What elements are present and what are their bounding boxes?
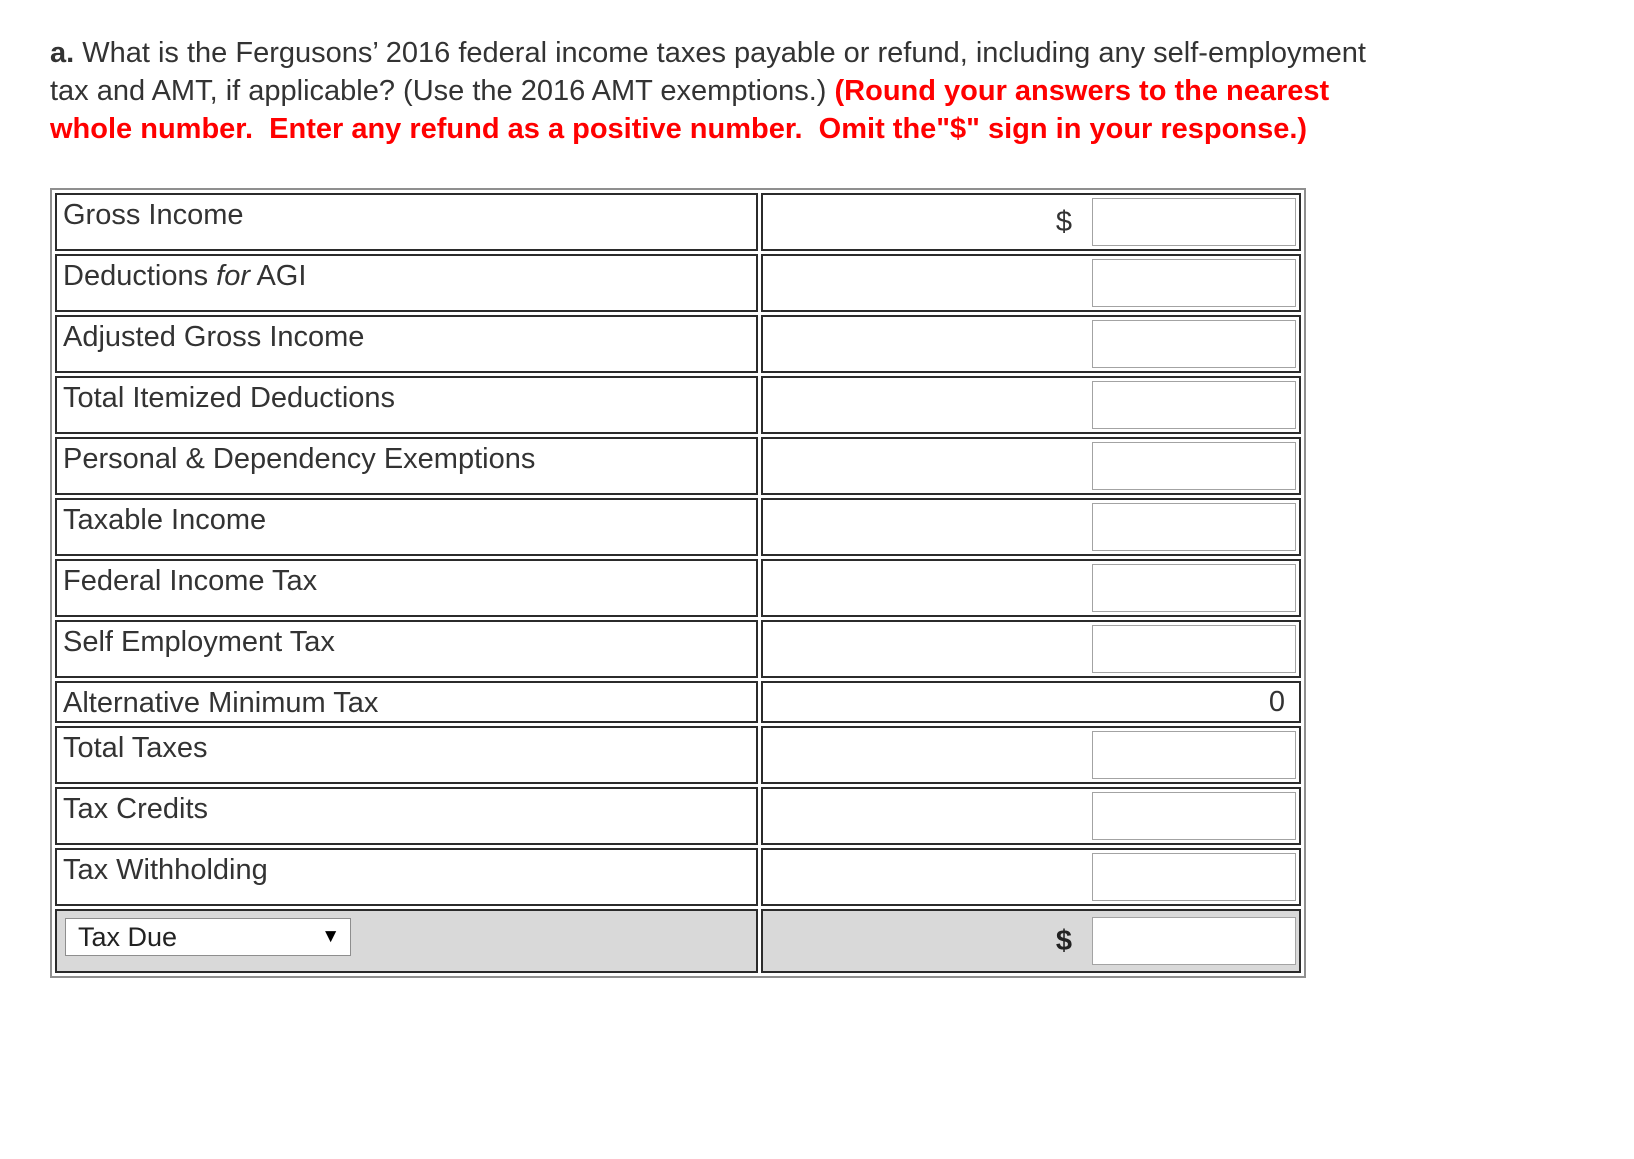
personal-dependency-exemptions-input[interactable]: [1092, 442, 1296, 490]
label-cell-gross-income: [55, 193, 758, 251]
federal-income-tax-input[interactable]: [1092, 564, 1296, 612]
total-taxes-input[interactable]: [1092, 731, 1296, 779]
label-cell-adjusted-gross-income: [55, 315, 758, 373]
tax-table-body: [55, 193, 1301, 973]
value-wrap: [763, 439, 1299, 493]
self-employment-tax-input[interactable]: [1092, 625, 1296, 673]
row-label-total-itemized-deductions: Total Itemized Deductions: [63, 382, 396, 414]
table-row: [55, 909, 1301, 973]
table-row: [55, 726, 1301, 784]
tax-withholding-input[interactable]: [1092, 853, 1296, 901]
value-wrap: [763, 789, 1299, 843]
value-wrap: [763, 561, 1299, 615]
question-line-2: [50, 72, 1634, 110]
label-cell-taxable-income: [55, 498, 758, 556]
value-wrap: [763, 622, 1299, 676]
value-cell-tax-credits: [761, 787, 1301, 845]
deductions-for-agi-input[interactable]: [1092, 259, 1296, 307]
question-line-1: [50, 34, 1634, 72]
value-cell-total-taxes: [761, 726, 1301, 784]
row-label-federal-income-tax: Federal Income Tax: [63, 565, 318, 597]
label-cell-total-taxes: [55, 726, 758, 784]
question-line-2-red: (Round your answers to the nearest: [834, 75, 1330, 107]
gross-income-input[interactable]: [1092, 198, 1296, 246]
value-cell-self-employment-tax: [761, 620, 1301, 678]
row-label-gross-income: Gross Income: [63, 199, 244, 231]
value-wrap: [763, 378, 1299, 432]
value-wrap: [763, 728, 1299, 782]
taxable-income-input[interactable]: [1092, 503, 1296, 551]
label-cell-tax-withholding: [55, 848, 758, 906]
table-row: [55, 787, 1301, 845]
value-wrap: [763, 683, 1299, 721]
row-label-tax-credits: Tax Credits: [63, 793, 209, 825]
table-row: [55, 193, 1301, 251]
adjusted-gross-income-input[interactable]: [1092, 320, 1296, 368]
row-label-alternative-minimum-tax: Alternative Minimum Tax: [63, 687, 379, 719]
tax-credits-input[interactable]: [1092, 792, 1296, 840]
value-cell-tax-withholding: [761, 848, 1301, 906]
value-wrap: [763, 195, 1299, 249]
value-cell-gross-income: [761, 193, 1301, 251]
label-cell-deductions-for-agi: [55, 254, 758, 312]
table-row: [55, 848, 1301, 906]
value-wrap: [763, 317, 1299, 371]
row-label-personal-dependency-exemptions: Personal & Dependency Exemptions: [63, 443, 536, 475]
table-row: [55, 254, 1301, 312]
value-cell-federal-income-tax: [761, 559, 1301, 617]
label-cell-self-employment-tax: [55, 620, 758, 678]
question-line-1-text: What is the Fergusons’ 2016 federal income taxes payable or refund, including any self-employment: [74, 37, 1366, 69]
value-wrap: [763, 500, 1299, 554]
row-label-adjusted-gross-income: Adjusted Gross Income: [63, 321, 365, 353]
row-label-deductions-for-agi: Deductions for AGI: [63, 260, 307, 292]
total-itemized-deductions-input[interactable]: [1092, 381, 1296, 429]
label-cell-tax-credits: [55, 787, 758, 845]
value-wrap: [763, 850, 1299, 904]
label-cell-alternative-minimum-tax: [55, 681, 758, 723]
value-cell-personal-dependency-exemptions: [761, 437, 1301, 495]
value-cell-deductions-for-agi: [761, 254, 1301, 312]
question-text: [50, 34, 1634, 148]
row-label-tax-withholding: Tax Withholding: [63, 854, 268, 886]
table-row: [55, 437, 1301, 495]
chevron-down-icon: ▼: [321, 926, 340, 947]
table-row: [55, 498, 1301, 556]
value-cell-total-itemized-deductions: [761, 376, 1301, 434]
question-part-label: a.: [50, 37, 75, 69]
dropdown-selected-value: Tax Due: [78, 922, 178, 952]
value-wrap: [763, 256, 1299, 310]
row-label-taxable-income: Taxable Income: [63, 504, 267, 536]
table-row: [55, 315, 1301, 373]
table-row: [55, 620, 1301, 678]
tax-due-input[interactable]: [1092, 917, 1296, 965]
value-cell-adjusted-gross-income: [761, 315, 1301, 373]
alternative-minimum-tax-value: 0: [1268, 685, 1285, 718]
question-line-2-black: tax and AMT, if applicable? (Use the 2016 AMT exemptions.): [50, 75, 835, 107]
tax-due-dropdown[interactable]: [65, 918, 351, 956]
row-label-self-employment-tax: Self Employment Tax: [63, 626, 335, 658]
value-cell-taxable-income: [761, 498, 1301, 556]
label-cell-personal-dependency-exemptions: [55, 437, 758, 495]
value-cell-tax-due: [761, 909, 1301, 973]
row-label-total-taxes: Total Taxes: [63, 732, 208, 764]
table-row: [55, 559, 1301, 617]
tax-summary-table: [50, 188, 1306, 978]
table-row: [55, 681, 1301, 723]
dollar-sign: $: [1055, 205, 1072, 238]
question-line-3: [50, 110, 1634, 148]
value-wrap: [763, 911, 1299, 971]
value-cell-alternative-minimum-tax: [761, 681, 1301, 723]
label-cell-total-itemized-deductions: [55, 376, 758, 434]
label-cell-federal-income-tax: [55, 559, 758, 617]
label-cell-tax-due: [55, 909, 758, 973]
question-line-3-red: whole number. Enter any refund as a positive number. Omit the"$" sign in your response.): [50, 113, 1308, 145]
dollar-sign: $: [1055, 924, 1072, 957]
table-row: [55, 376, 1301, 434]
